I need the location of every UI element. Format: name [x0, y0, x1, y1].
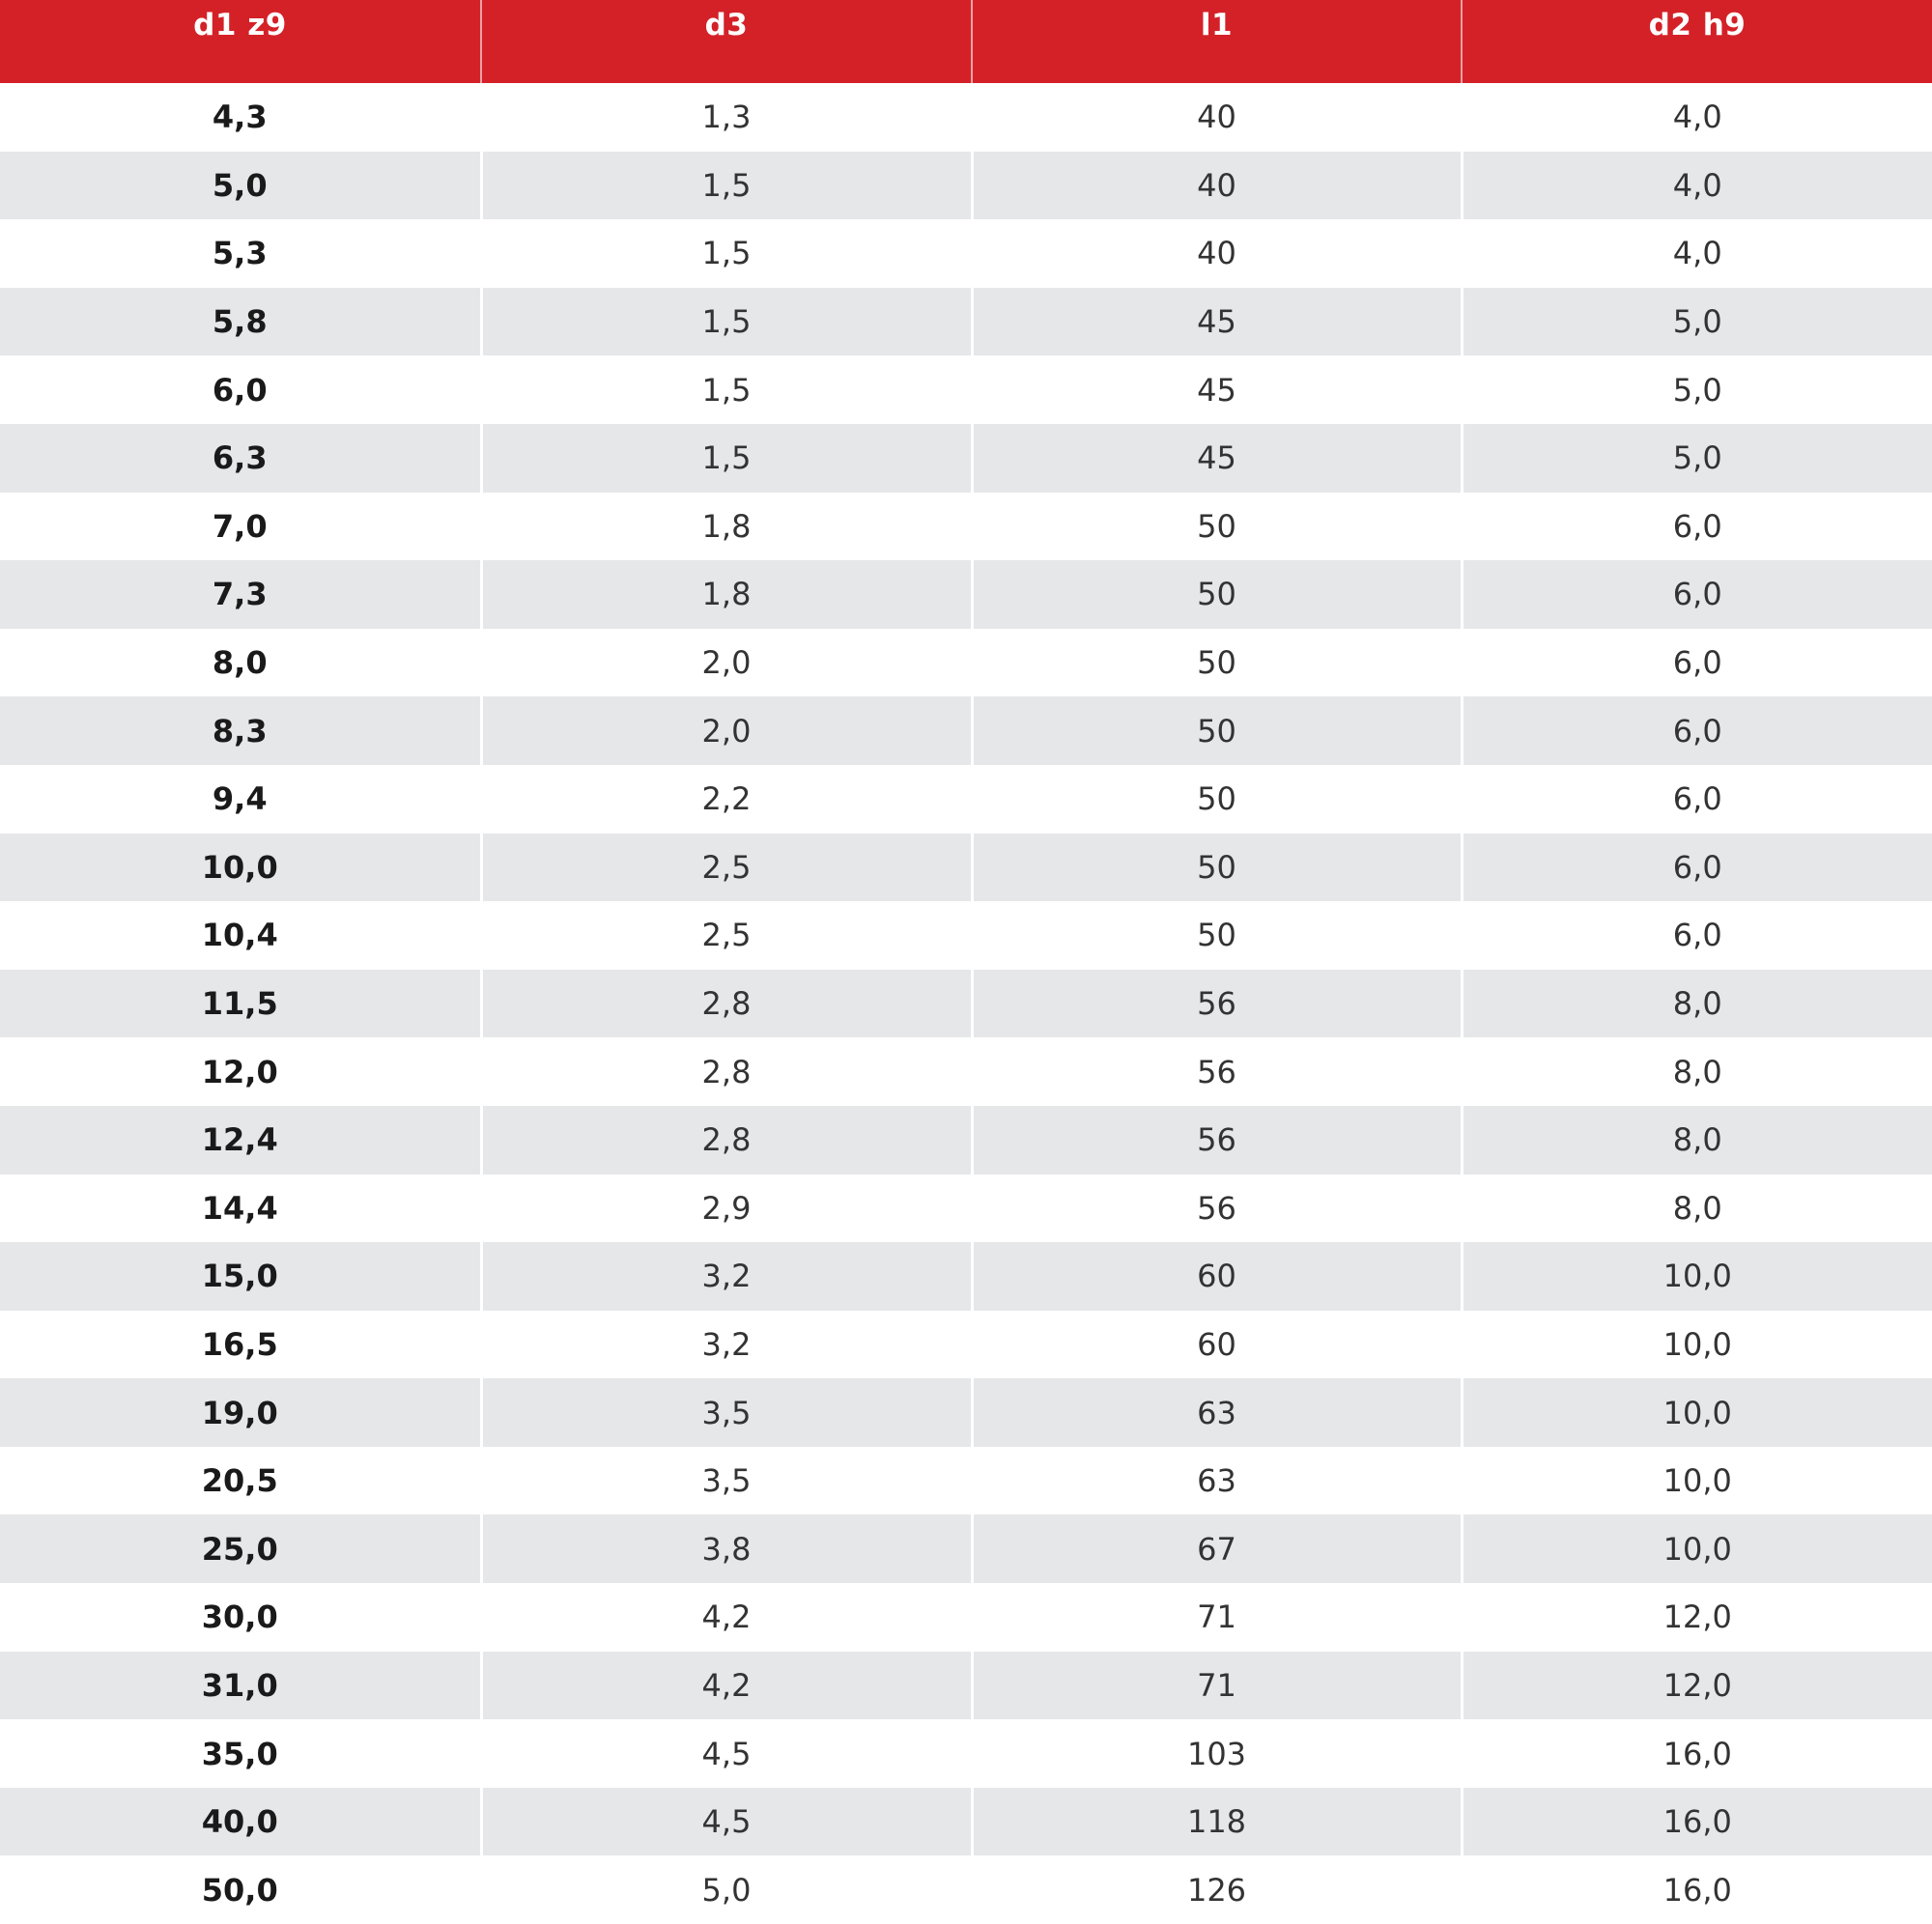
cell-d2-h9: 10,0 — [1462, 1447, 1932, 1515]
table-row — [0, 493, 1932, 561]
cell-l1: 50 — [972, 696, 1462, 765]
cell-l1: 50 — [972, 560, 1462, 629]
cell-d2-h9: 6,0 — [1462, 696, 1932, 765]
cell-d1-z9: 11,5 — [0, 970, 481, 1038]
table-row — [0, 901, 1932, 970]
cell-d3: 2,5 — [481, 834, 972, 902]
table-row — [0, 355, 1932, 424]
cell-d1-z9: 6,0 — [0, 355, 481, 424]
table-row — [0, 1311, 1932, 1379]
cell-d2-h9: 16,0 — [1462, 1855, 1932, 1924]
cell-d3: 2,0 — [481, 629, 972, 697]
cell-d2-h9: 8,0 — [1462, 1174, 1932, 1243]
cell-d2-h9: 8,0 — [1462, 1106, 1932, 1174]
cell-d2-h9: 12,0 — [1462, 1652, 1932, 1720]
table-row — [0, 288, 1932, 356]
table-row — [0, 834, 1932, 902]
cell-d2-h9: 8,0 — [1462, 970, 1932, 1038]
cell-d3: 4,2 — [481, 1652, 972, 1720]
cell-d2-h9: 12,0 — [1462, 1583, 1932, 1652]
cell-l1: 56 — [972, 1106, 1462, 1174]
cell-d3: 1,5 — [481, 424, 972, 493]
cell-d3: 4,2 — [481, 1583, 972, 1652]
cell-d1-z9: 31,0 — [0, 1652, 481, 1720]
cell-d1-z9: 25,0 — [0, 1514, 481, 1583]
cell-d1-z9: 5,8 — [0, 288, 481, 356]
cell-d1-z9: 40,0 — [0, 1788, 481, 1856]
cell-d1-z9: 30,0 — [0, 1583, 481, 1652]
cell-d1-z9: 5,0 — [0, 152, 481, 220]
cell-d3: 2,8 — [481, 970, 972, 1038]
cell-d2-h9: 8,0 — [1462, 1037, 1932, 1106]
table-row — [0, 1106, 1932, 1174]
cell-d1-z9: 16,5 — [0, 1311, 481, 1379]
cell-d3: 1,5 — [481, 152, 972, 220]
table-row — [0, 765, 1932, 834]
cell-l1: 50 — [972, 493, 1462, 561]
cell-d1-z9: 10,0 — [0, 834, 481, 902]
cell-d3: 2,0 — [481, 696, 972, 765]
cell-l1: 50 — [972, 834, 1462, 902]
cell-d1-z9: 15,0 — [0, 1242, 481, 1311]
cell-l1: 40 — [972, 219, 1462, 288]
cell-l1: 71 — [972, 1652, 1462, 1720]
cell-d2-h9: 10,0 — [1462, 1378, 1932, 1447]
column-header-d2-h9: d2 h9 — [1462, 0, 1932, 83]
column-header-l1: l1 — [972, 0, 1462, 83]
cell-d3: 3,2 — [481, 1311, 972, 1379]
cell-d2-h9: 5,0 — [1462, 355, 1932, 424]
cell-d2-h9: 16,0 — [1462, 1719, 1932, 1788]
cell-l1: 40 — [972, 83, 1462, 152]
cell-d3: 1,3 — [481, 83, 972, 152]
cell-l1: 56 — [972, 1174, 1462, 1243]
cell-l1: 63 — [972, 1447, 1462, 1515]
table-row — [0, 1652, 1932, 1720]
table-row — [0, 1174, 1932, 1243]
cell-l1: 60 — [972, 1242, 1462, 1311]
table-row — [0, 152, 1932, 220]
table-row — [0, 629, 1932, 697]
cell-l1: 45 — [972, 424, 1462, 493]
cell-d2-h9: 4,0 — [1462, 219, 1932, 288]
cell-d1-z9: 8,3 — [0, 696, 481, 765]
cell-d1-z9: 4,3 — [0, 83, 481, 152]
cell-l1: 56 — [972, 970, 1462, 1038]
cell-d3: 2,9 — [481, 1174, 972, 1243]
table-row — [0, 1037, 1932, 1106]
table-row — [0, 560, 1932, 629]
cell-l1: 45 — [972, 288, 1462, 356]
cell-d3: 3,8 — [481, 1514, 972, 1583]
cell-d1-z9: 7,0 — [0, 493, 481, 561]
table-row — [0, 696, 1932, 765]
cell-l1: 56 — [972, 1037, 1462, 1106]
cell-d2-h9: 10,0 — [1462, 1514, 1932, 1583]
cell-d2-h9: 16,0 — [1462, 1788, 1932, 1856]
table-row — [0, 970, 1932, 1038]
table-row — [0, 1719, 1932, 1788]
cell-d3: 1,5 — [481, 288, 972, 356]
cell-d3: 2,2 — [481, 765, 972, 834]
column-header-d1-z9: d1 z9 — [0, 0, 481, 83]
cell-d3: 3,5 — [481, 1378, 972, 1447]
cell-d2-h9: 6,0 — [1462, 560, 1932, 629]
table-row — [0, 1514, 1932, 1583]
table-row — [0, 1788, 1932, 1856]
cell-d1-z9: 8,0 — [0, 629, 481, 697]
cell-l1: 118 — [972, 1788, 1462, 1856]
header-row — [0, 0, 1932, 83]
cell-d2-h9: 10,0 — [1462, 1311, 1932, 1379]
table-row — [0, 219, 1932, 288]
cell-l1: 40 — [972, 152, 1462, 220]
cell-d1-z9: 6,3 — [0, 424, 481, 493]
table-row — [0, 1447, 1932, 1515]
cell-d1-z9: 50,0 — [0, 1855, 481, 1924]
cell-l1: 126 — [972, 1855, 1462, 1924]
cell-d3: 5,0 — [481, 1855, 972, 1924]
table-row — [0, 1242, 1932, 1311]
cell-d3: 2,8 — [481, 1106, 972, 1174]
cell-d2-h9: 4,0 — [1462, 83, 1932, 152]
cell-d3: 4,5 — [481, 1719, 972, 1788]
cell-d3: 3,5 — [481, 1447, 972, 1515]
cell-l1: 50 — [972, 901, 1462, 970]
cell-d3: 4,5 — [481, 1788, 972, 1856]
cell-d2-h9: 10,0 — [1462, 1242, 1932, 1311]
cell-d1-z9: 12,0 — [0, 1037, 481, 1106]
table-row — [0, 1378, 1932, 1447]
cell-d3: 1,8 — [481, 560, 972, 629]
cell-d1-z9: 19,0 — [0, 1378, 481, 1447]
cell-d1-z9: 9,4 — [0, 765, 481, 834]
cell-l1: 45 — [972, 355, 1462, 424]
cell-d1-z9: 5,3 — [0, 219, 481, 288]
table-header — [0, 0, 1932, 83]
cell-l1: 103 — [972, 1719, 1462, 1788]
cell-d1-z9: 7,3 — [0, 560, 481, 629]
cell-d2-h9: 5,0 — [1462, 424, 1932, 493]
table-row — [0, 1855, 1932, 1924]
cell-d1-z9: 20,5 — [0, 1447, 481, 1515]
column-header-d3: d3 — [481, 0, 972, 83]
cell-d3: 1,5 — [481, 355, 972, 424]
cell-d3: 1,5 — [481, 219, 972, 288]
table-row — [0, 83, 1932, 152]
table-row — [0, 1583, 1932, 1652]
cell-d2-h9: 4,0 — [1462, 152, 1932, 220]
cell-l1: 71 — [972, 1583, 1462, 1652]
cell-d2-h9: 6,0 — [1462, 765, 1932, 834]
cell-d1-z9: 35,0 — [0, 1719, 481, 1788]
cell-d1-z9: 10,4 — [0, 901, 481, 970]
cell-l1: 60 — [972, 1311, 1462, 1379]
cell-d2-h9: 6,0 — [1462, 901, 1932, 970]
cell-d1-z9: 12,4 — [0, 1106, 481, 1174]
cell-l1: 63 — [972, 1378, 1462, 1447]
cell-l1: 67 — [972, 1514, 1462, 1583]
table-body — [0, 83, 1932, 1924]
cell-d2-h9: 5,0 — [1462, 288, 1932, 356]
cell-l1: 50 — [972, 629, 1462, 697]
cell-l1: 50 — [972, 765, 1462, 834]
cell-d3: 2,8 — [481, 1037, 972, 1106]
cell-d2-h9: 6,0 — [1462, 493, 1932, 561]
table-row — [0, 424, 1932, 493]
cell-d3: 1,8 — [481, 493, 972, 561]
cell-d1-z9: 14,4 — [0, 1174, 481, 1243]
cell-d3: 3,2 — [481, 1242, 972, 1311]
cell-d3: 2,5 — [481, 901, 972, 970]
cell-d2-h9: 6,0 — [1462, 834, 1932, 902]
cell-d2-h9: 6,0 — [1462, 629, 1932, 697]
